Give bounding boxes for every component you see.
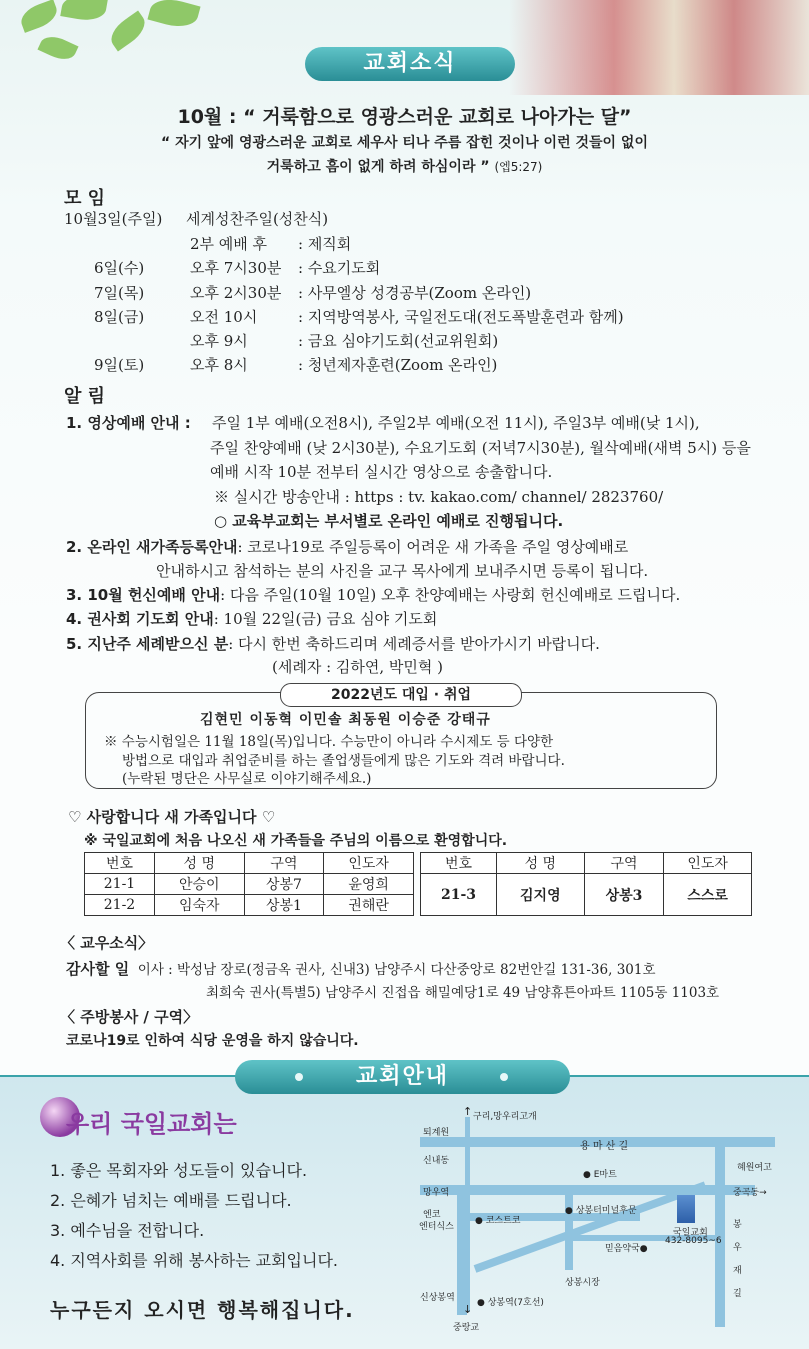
map-label: ● 상봉터미널후문 — [565, 1206, 637, 1216]
cell: 윤영희 — [324, 874, 414, 895]
col-header: 인도자 — [664, 853, 752, 874]
map-label: 망우역 — [423, 1188, 450, 1198]
map-label: 중랑교 — [453, 1323, 480, 1333]
cell: 임숙자 — [154, 895, 244, 916]
map-label: ● 상봉역(7호선) — [477, 1298, 544, 1308]
map-label: 432-8095~6 — [665, 1236, 722, 1246]
guide-heading: 우리 국일교회는 — [66, 1110, 237, 1138]
cell: 21-2 — [85, 895, 155, 916]
notice-1-stream-link[interactable]: ※ 실시간 방송안내 : https : tv. kakao.com/ channel/ 2823760/ — [214, 488, 664, 506]
theme-verse-2: 거룩하고 흠이 없게 하려 하심이라 ” (엡5:27) — [266, 159, 543, 175]
staff-line2: 최희숙 권사(특별5) 남양주시 진접읍 해밀예당1로 49 남양휴튼아파트 1105동 1103호 — [206, 985, 720, 1001]
cell: 상봉1 — [244, 895, 324, 916]
map-label: 길 — [733, 1289, 742, 1299]
notice-5: 5. 지난주 세례받으신 분: 다시 한번 축하드리며 세례증서를 받아가시기 바랍니다. — [66, 635, 600, 653]
col-header: 성 명 — [496, 853, 584, 874]
month-theme: 10월 : “ 거룩함으로 영광스러운 교회로 나아가는 달” — [177, 106, 632, 128]
exam-line1: ※ 수능시험일은 11월 18일(목)입니다. 수능만이 아니라 수시제도 등 다양한 — [104, 734, 554, 750]
notice-1-line1: 주일 1부 예배(오전8시), 주일2부 예배(오전 11시), 주일3부 예배(낮 1시), — [212, 414, 700, 432]
newfamily-table-right — [420, 852, 752, 916]
exam-title: 2022년도 대입 · 취업 — [280, 683, 522, 707]
meetings-title: 모 임 — [64, 188, 106, 209]
guide-item: 2. 은혜가 넘치는 예배를 드립니다. — [50, 1191, 292, 1210]
table-row — [421, 874, 752, 916]
map-label: 구리,망우리고개 — [473, 1112, 537, 1122]
meeting-row: 2부 예배 후 : 제직회 — [190, 235, 352, 253]
notice-5-line2: (세례자 : 김하연, 박민혁 ) — [272, 658, 444, 676]
col-header: 성 명 — [154, 853, 244, 874]
header-photo — [509, 0, 809, 95]
map-label: 신내동 — [423, 1156, 450, 1166]
exam-line2: 방법으로 대입과 취업준비를 하는 졸업생들에게 많은 기도와 격려 바랍니다. — [122, 753, 565, 769]
meeting-row: 7일(목) 오후 2시30분 : 사무엘상 성경공부(Zoom 온라인) — [94, 284, 532, 302]
kitchen-text: 코로나19로 인하여 식당 운영을 하지 않습니다. — [66, 1033, 359, 1049]
notice-2: 2. 온라인 새가족등록안내: 코로나19로 주일등록이 어려운 새 가족을 주일 영상예배로 — [66, 538, 629, 556]
cell: 상봉7 — [244, 874, 324, 895]
news-banner: 교회소식 — [305, 47, 515, 81]
map-label: 믿음약국● — [605, 1244, 648, 1254]
cell: 상봉3 — [584, 874, 664, 916]
map-label: ● E마트 — [583, 1170, 617, 1180]
guide-item: 3. 예수님을 전합니다. — [50, 1221, 205, 1240]
exam-line3: (누락된 명단은 사무실로 이야기해주세요.) — [122, 771, 372, 787]
notice-1-line3: 예배 시작 10분 전부터 실시간 영상으로 송출합니다. — [210, 463, 553, 481]
meeting-row: 6일(수) 오후 7시30분 : 수요기도회 — [94, 259, 381, 277]
notice-1-label: 1. 영상예배 안내 : — [66, 414, 191, 432]
staff-line1: 감사할 일 이사 : 박성남 장로(정금옥 권사, 신내3) 남양주시 다산중앙로 82번안길 131-36, 301호 — [66, 960, 656, 978]
guide-banner: 교회안내 — [235, 1060, 570, 1094]
notice-1-line2: 주일 찬양예배 (낮 2시30분), 수요기도회 (저녁7시30분), 월삭예배(새벽 5시) 등을 — [210, 439, 751, 457]
notice-1-line5: ○ 교육부교회는 부서별로 온라인 예배로 진행됩니다. — [214, 512, 564, 530]
table-row — [85, 874, 414, 895]
map-label: 엔터식스 — [419, 1222, 454, 1232]
meeting-row: 오후 9시 : 금요 심야기도회(선교위원회) — [190, 332, 499, 350]
map-label: 퇴계원 — [423, 1128, 450, 1138]
meeting-row: 9일(토) 오후 8시 : 청년제자훈련(Zoom 온라인) — [94, 356, 498, 374]
arrow-up-icon: ↑ — [463, 1105, 473, 1118]
notice-4: 4. 권사회 기도회 안내: 10월 22일(금) 금요 심야 기도회 — [66, 610, 438, 628]
newfamily-title: ♡ 사랑합니다 새 가족입니다 ♡ — [68, 808, 276, 826]
newfamily-subtitle: ※ 국일교회에 처음 나오신 새 가족들을 주님의 이름으로 환영합니다. — [84, 833, 508, 849]
notice-2-line2: 안내하시고 참석하는 분의 사진을 교구 목사에게 보내주시면 등록이 됩니다. — [156, 562, 649, 580]
church-building-icon — [677, 1195, 695, 1223]
cell: 김지영 — [496, 874, 584, 916]
map-label: 신상봉역 — [420, 1293, 455, 1303]
col-header: 번호 — [85, 853, 155, 874]
notice-3: 3. 10월 헌신예배 안내: 다음 주일(10월 10일) 오후 찬양예배는 사랑회 헌신예배로 드립니다. — [66, 586, 681, 604]
kitchen-title: 〈 주방봉사 / 구역〉 — [60, 1008, 199, 1026]
map-label: 국일교회 — [673, 1228, 708, 1238]
cell: 권해란 — [324, 895, 414, 916]
cell: 스스로 — [664, 874, 752, 916]
notices-title: 알 림 — [64, 386, 106, 407]
map-label: 봉 — [733, 1220, 742, 1230]
map-road — [715, 1137, 725, 1327]
map-label: 재 — [733, 1266, 742, 1276]
map-label: ● 코스트코 — [475, 1216, 521, 1226]
cell: 21-3 — [421, 874, 497, 916]
guide-closing: 누구든지 오시면 행복해집니다. — [50, 1298, 355, 1322]
col-header: 구역 — [584, 853, 664, 874]
map-label: 혜원여고 — [737, 1163, 772, 1173]
exam-names: 김현민 이동혁 이민솔 최동원 이승준 강태규 — [200, 712, 491, 728]
map-label: 상봉시장 — [565, 1278, 600, 1288]
meeting-row: 10월3일(주일) 세계성찬주일(성찬식) — [64, 210, 329, 228]
col-header: 번호 — [421, 853, 497, 874]
guide-item: 1. 좋은 목회자와 성도들이 있습니다. — [50, 1161, 308, 1180]
cell: 21-1 — [85, 874, 155, 895]
col-header: 구역 — [244, 853, 324, 874]
cell: 안승이 — [154, 874, 244, 895]
map-label: 엔코 — [423, 1210, 441, 1220]
map-road — [457, 1185, 467, 1315]
table-row — [85, 895, 414, 916]
map-label: 용 마 산 길 — [580, 1141, 629, 1152]
guide-item: 4. 지역사회를 위해 봉사하는 교회입니다. — [50, 1251, 338, 1270]
newfamily-table-left — [84, 852, 414, 916]
arrow-down-icon: ↓ — [463, 1303, 473, 1316]
staff-news-title: 〈 교우소식〉 — [60, 934, 154, 952]
theme-verse-1: “ 자기 앞에 영광스러운 교회로 세우사 티나 주름 잡힌 것이나 이런 것들이 없이 — [161, 135, 648, 151]
col-header: 인도자 — [324, 853, 414, 874]
location-map — [415, 1095, 795, 1335]
map-label: 우 — [733, 1243, 742, 1253]
map-label: 중곡동→ — [733, 1188, 767, 1198]
meeting-row: 8일(금) 오전 10시 : 지역방역봉사, 국일전도대(전도폭발훈련과 함께) — [94, 308, 624, 326]
map-road — [474, 1181, 707, 1272]
